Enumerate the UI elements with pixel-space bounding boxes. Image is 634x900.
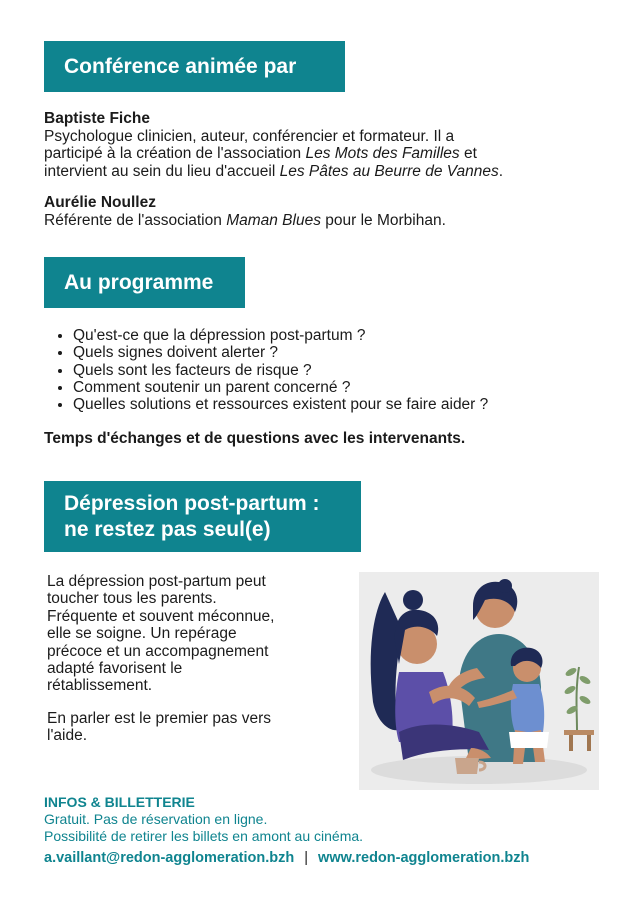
text: . bbox=[498, 162, 504, 180]
programme-list bbox=[44, 327, 604, 413]
text: et bbox=[459, 145, 477, 162]
list-item: • Qu'est-ce que la dépression post-partum ? bbox=[73, 327, 604, 344]
list-item: • Quelles solutions et ressources existent pour se faire aider ? bbox=[73, 396, 604, 413]
paragraph-line: rétablissement. bbox=[47, 677, 153, 695]
list-item: • Quels signes doivent alerter ? bbox=[73, 344, 604, 361]
paragraph-line: l'aide. bbox=[47, 727, 88, 745]
speaker-2-name: Aurélie Noullez bbox=[44, 194, 156, 211]
speaker-1-desc-line1: Psychologue clinicien, auteur, conférencier et formateur. Il a bbox=[44, 127, 455, 145]
paragraph-line: toucher tous les parents. bbox=[47, 590, 217, 608]
speaker-1-name: Baptiste Fiche bbox=[44, 110, 150, 127]
infos-line-2: Possibilité de retirer les billets en amont au cinéma. bbox=[44, 828, 364, 844]
mother-child-support-illustration-icon bbox=[359, 572, 599, 790]
paragraph-line: adapté favorisent le bbox=[47, 660, 183, 678]
section-banner-conference bbox=[44, 41, 345, 92]
speaker-2-desc bbox=[44, 212, 604, 230]
speaker-1 bbox=[44, 110, 604, 180]
text: intervient au sein du lieu d'accueil bbox=[44, 162, 280, 180]
list-item: • Comment soutenir un parent concerné ? bbox=[73, 379, 604, 396]
section-banner-depression bbox=[44, 481, 361, 552]
separator: | bbox=[304, 850, 309, 866]
banner-title-line1: Dépression post-partum : bbox=[64, 491, 320, 515]
infos-line-1: Gratuit. Pas de réservation en ligne. bbox=[44, 811, 268, 827]
paragraph-line: Fréquente et souvent méconnue, bbox=[47, 607, 275, 625]
list-item: • Quels sont les facteurs de risque ? bbox=[73, 362, 604, 379]
depression-paragraph-1 bbox=[47, 573, 347, 695]
section-banner-programme bbox=[44, 257, 245, 308]
depression-paragraph-2 bbox=[47, 710, 347, 745]
infos-heading: INFOS & BILLETTERIE bbox=[44, 794, 195, 810]
text: Référente de l'association bbox=[44, 211, 227, 229]
place-name: Les Pâtes au Beurre de Vannes bbox=[279, 162, 499, 180]
paragraph-line: elle se soigne. Un repérage bbox=[47, 625, 237, 643]
banner-title: Au programme bbox=[64, 271, 214, 294]
banner-title-line2: ne restez pas seul(e) bbox=[64, 517, 271, 541]
association-name: Les Mots des Familles bbox=[305, 145, 460, 162]
programme-list-wrap bbox=[44, 327, 604, 413]
programme-closing: Temps d'échanges et de questions avec les intervenants. bbox=[44, 430, 466, 447]
banner-title: Conférence animée par bbox=[64, 55, 297, 78]
text: pour le Morbihan. bbox=[320, 211, 446, 229]
association-name: Maman Blues bbox=[226, 211, 321, 229]
contact-line bbox=[44, 849, 529, 867]
paragraph-line: précoce et un accompagnement bbox=[47, 642, 269, 660]
paragraph-line: La dépression post-partum peut bbox=[47, 573, 266, 590]
speaker-1-desc-line3 bbox=[44, 163, 604, 181]
text: participé à la création de l'association bbox=[44, 145, 306, 162]
website-link[interactable]: www.redon-agglomeration.bzh bbox=[318, 850, 530, 866]
speaker-2 bbox=[44, 194, 604, 229]
paragraph-line: En parler est le premier pas vers bbox=[47, 710, 271, 727]
speaker-1-desc-line2 bbox=[44, 145, 604, 163]
email-link[interactable]: a.vaillant@redon-agglomeration.bzh bbox=[44, 850, 295, 866]
